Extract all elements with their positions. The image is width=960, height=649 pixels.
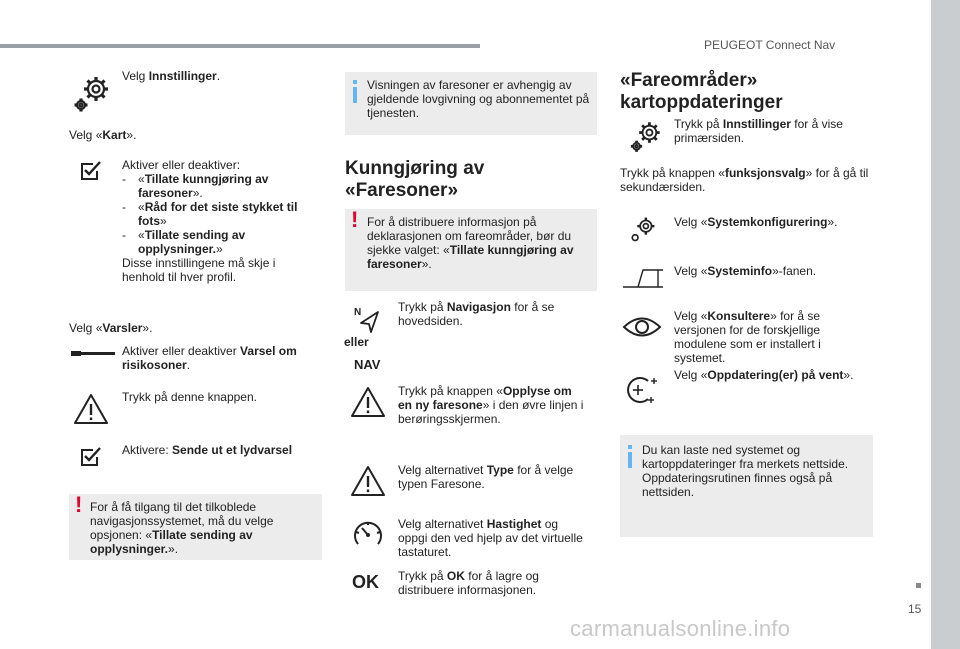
update-refresh-icon <box>624 373 660 405</box>
page-number: 15 <box>908 602 922 616</box>
step-activate-sound-alert: Aktivere: Sende ut et lydvarsel <box>122 443 293 457</box>
info-box-text: Du kan laste ned systemet og kartoppdateringer fra merkets nettside. Oppdateringsrutinen finnes også på nettsiden. <box>642 443 849 499</box>
checkbox-checked-icon <box>80 447 102 467</box>
step-consult: Velg «Konsultere» for å se versjonen for de forskjellige modulene som er installert i systemet. <box>674 309 821 365</box>
step-navigation: Trykk på Navigasjon for å se hovedsiden. <box>398 300 555 328</box>
info-box-text: Visningen av faresoner er avhengig av gjeldende lovgivning og abonnementet på tjenesten. <box>367 78 590 120</box>
header-bar <box>0 44 480 48</box>
section-title: «Fareområder» kartoppdateringer <box>620 70 783 113</box>
step-press-ok: Trykk på OK for å lagre og distribuere informasjonen. <box>398 569 539 597</box>
list-item: - «Tillate sending av opplysninger.» <box>122 228 246 256</box>
speedometer-icon <box>352 519 384 549</box>
list-item: - «Tillate kunngjøring av faresoner». <box>122 172 269 200</box>
info-box <box>620 435 873 537</box>
page-edge-strip <box>931 0 960 649</box>
step-select-type: Velg alternativet Type for å velge typen Faresone. <box>398 463 574 491</box>
svg-text:N: N <box>354 307 362 318</box>
profile-note: Disse innstillingene må skje i henhold til hver profil. <box>122 256 276 284</box>
checkbox-checked-icon <box>80 161 102 181</box>
watermark: carmanualsonline.info <box>570 616 791 641</box>
info-icon <box>353 80 357 84</box>
warning-box-text: For å få tilgang til det tilkoblede navigasjonssystemet, må du velge opsjonen: «Tillate sending av opplysninger.». <box>90 500 274 556</box>
step-select-settings: Velg Innstillinger. <box>122 69 221 83</box>
step-report-hazard: Trykk på knappen «Opplyse om en ny faresone» i den øvre linjen i berøringsskjermen. <box>398 384 584 426</box>
warning-exclamation-icon: ! <box>75 492 83 517</box>
step-pending-updates: Velg «Oppdatering(er) på vent». <box>674 368 854 382</box>
step-select-speed: Velg alternativet Hastighet og oppgi den ved hjelp av det virtuelle tastaturet. <box>398 517 583 559</box>
ok-button-label: OK <box>352 572 379 592</box>
or-label: eller <box>344 335 369 349</box>
step-risk-zone-alert: Aktiver eller deaktiver Varsel om risikosoner. <box>122 344 297 372</box>
step-select-map: Velg «Kart». <box>69 128 137 142</box>
info-box <box>345 72 597 135</box>
step-settings-primary: Trykk på Innstillinger for å vise primærsiden. <box>674 117 843 145</box>
toggle-switch-icon <box>71 351 115 357</box>
settings-gears-icon <box>628 214 658 244</box>
step-function-select: Trykk på knappen «funksjonsvalg» for å gå til sekundærsiden. <box>620 166 869 194</box>
tab-outline-icon <box>622 268 664 288</box>
activate-deactivate-list: Aktiver eller deaktiver: - «Tillate kunngjøring av faresoner». - «Råd for det siste stykket til fots» - «Tillate sending av opplysninger.» Disse innstillingene må skje i henhold til hver profil. <box>122 158 317 284</box>
step-system-config: Velg «Systemkonfigurering». <box>674 215 838 229</box>
step-press-button: Trykk på denne knappen. <box>122 390 257 404</box>
warning-triangle-icon <box>73 393 109 425</box>
continue-marker <box>916 583 921 588</box>
settings-gears-icon <box>628 118 664 154</box>
warning-box <box>345 209 597 291</box>
navigation-arrow-icon <box>354 306 380 334</box>
step-system-info: Velg «Systeminfo»-fanen. <box>674 264 817 278</box>
warning-triangle-icon <box>350 465 386 497</box>
warning-triangle-icon <box>350 386 386 418</box>
settings-gears-icon <box>72 72 112 114</box>
step-select-alerts: Velg «Varsler». <box>69 321 153 335</box>
header-brand: PEUGEOT Connect Nav <box>704 38 836 52</box>
section-title: Kunngjøring av «Faresoner» <box>345 158 485 201</box>
list-item: - «Råd for det siste stykket til fots» <box>122 200 298 228</box>
warning-box-text: For å distribuere informasjon på deklarasjonen om fareområder, bør du sjekke valget: «Tillate kunngjøring av faresoner». <box>367 215 574 271</box>
warning-exclamation-icon: ! <box>351 207 359 232</box>
info-icon <box>628 445 632 449</box>
eye-icon <box>622 314 662 340</box>
nav-button-label: NAV <box>354 357 381 372</box>
warning-box <box>69 494 322 560</box>
